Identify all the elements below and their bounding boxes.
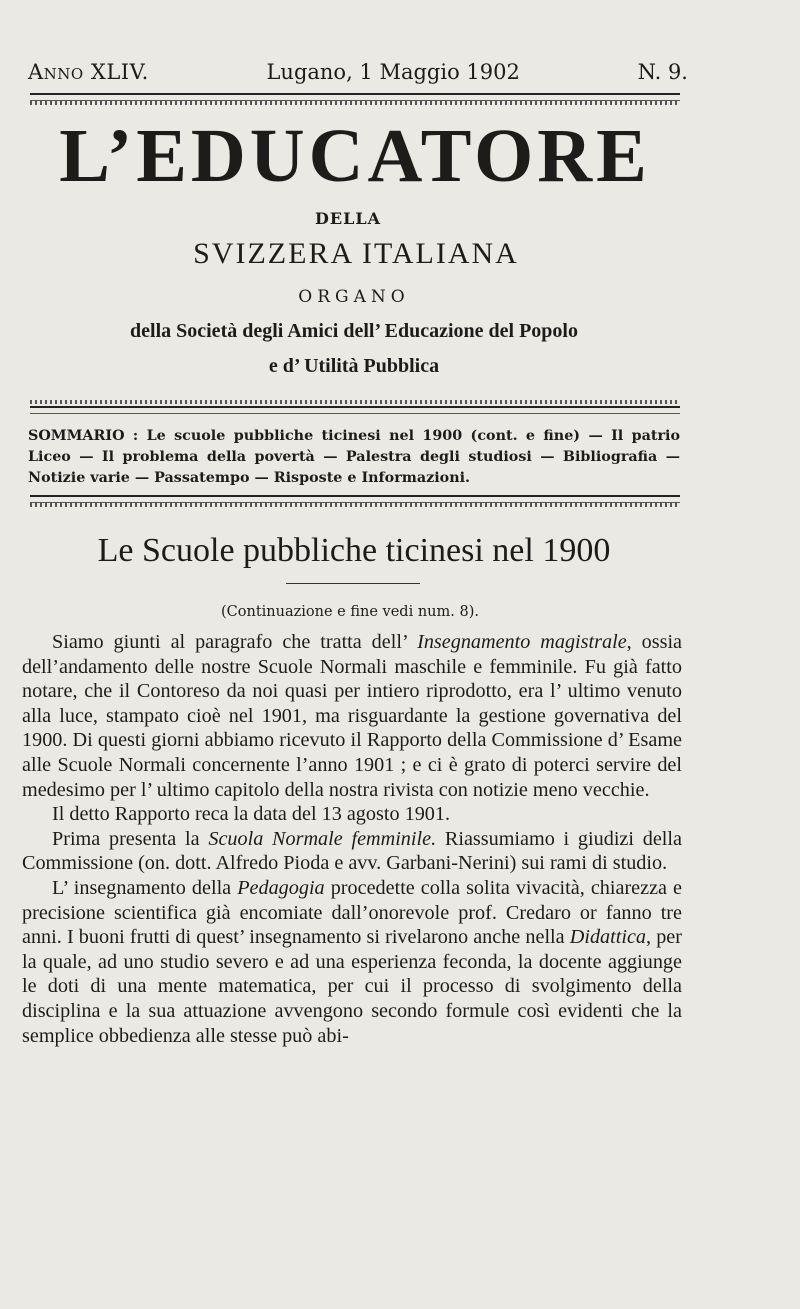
text-run: procedette colla solita vivacità, chiarezza e precisione scientifica già encomiate dall’onorevole prof. Credaro or fanno tre anni. I buoni frutti di quest’ insegnamento si rivelarono anche nella xyxy=(22,876,683,949)
paragraph xyxy=(22,802,682,827)
masthead-organo: ORGANO xyxy=(298,287,410,307)
paragraph xyxy=(22,630,682,802)
table-of-contents: SOMMARIO : Le scuole pubbliche ticinesi nel 1900 (cont. e fine) — Il patrio Liceo — Il problema della povertà — Palestra degli studiosi — Bibliografia — Notizie varie — Passatempo — Risposte e Informazioni. xyxy=(28,428,680,486)
italic-term: Scuola Normale femminile. xyxy=(208,827,437,850)
place-date: Lugano, 1 Maggio 1902 xyxy=(266,60,520,84)
masthead-utility: e d’ Utilità Pubblica xyxy=(268,355,440,377)
text-run: , per la quale, ad uno studio severo e ad una esperienza feconda, la docente aggiunge le doti di una mente matematica, per cui il processo di svolgimento della disciplina e la sua attuazione avvengono secondo formule così evidenti che la semplice obbedienza alle stesse può abi- xyxy=(22,926,682,1047)
contents-rule xyxy=(30,495,680,503)
contents-wavy-rule xyxy=(30,503,680,507)
paragraph xyxy=(22,827,682,876)
text-run: Prima presenta la xyxy=(52,827,209,850)
text-run: Siamo giunti al paragrafo che tratta dell’ xyxy=(52,631,418,653)
italic-term: Didattica xyxy=(569,926,647,949)
title-underline xyxy=(286,583,420,584)
paragraph xyxy=(22,876,682,1048)
header-wavy-rule xyxy=(30,101,680,105)
masthead-della: DELLA xyxy=(315,209,381,228)
header-rule xyxy=(30,93,680,101)
volume-label: Anno XLIV. xyxy=(28,60,149,84)
text-run: Riassumiamo i giudizi della Commissione (on. dott. Alfredo Pioda e avv. Garbani-Nerini) sui rami di studio. xyxy=(22,827,682,875)
article-body xyxy=(22,630,682,1048)
article-title: Le Scuole pubbliche ticinesi nel 1900 xyxy=(97,532,611,569)
text-run: Il detto Rapporto reca la data del 13 agosto 1901. xyxy=(52,803,451,826)
running-head xyxy=(28,60,688,84)
text-run: , ossia dell’andamento delle nostre Scuole Normali maschile e femminile. Fu già fatto notare, che il Contoreso da noi quasi per intiero riprodotto, era l’ ultimo venuto alla luce, stampato cioè nel 1901, ma risguardante la gestione governativa del 1900. Di questi giorni abbiamo ricevuto il Rapporto della Commissione d’ Esame alle Scuole Normali concernente l’anno 1901 ; e ci è grato di poterci servire del medesimo per l’ ultimo capitolo della nostra rivista con notizie meno vecchie. xyxy=(22,631,683,801)
issue-number: N. 9. xyxy=(637,60,688,84)
masthead-rule xyxy=(30,406,680,414)
masthead-subtitle: SVIZZERA ITALIANA xyxy=(193,237,519,270)
article-continuation-note: (Continuazione e fine vedi num. 8). xyxy=(221,604,479,620)
masthead-society: della Società degli Amici dell’ Educazione del Popolo xyxy=(130,320,578,342)
italic-term: Pedagogia xyxy=(237,876,325,899)
text-run: L’ insegnamento della xyxy=(52,876,238,899)
italic-term: Insegnamento magistrale xyxy=(417,631,627,653)
masthead-wavy-rule xyxy=(30,400,680,404)
masthead-title: L’EDUCATORE xyxy=(59,114,651,198)
